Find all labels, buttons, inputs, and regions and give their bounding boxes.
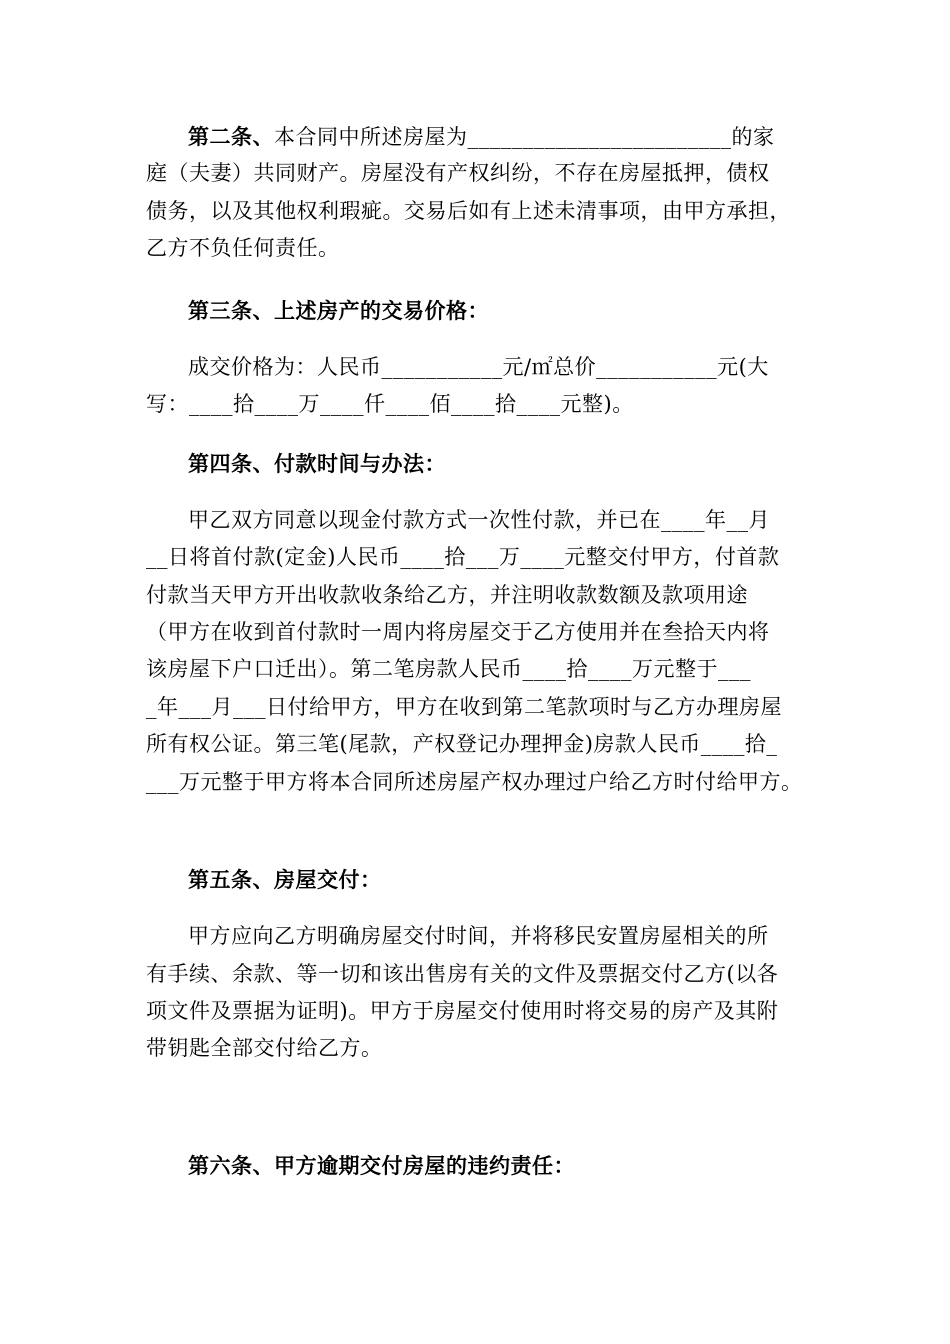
article-2-heading: 第二条、 bbox=[188, 124, 274, 149]
article-6-heading: 第六条、甲方逾期交付房屋的违约责任： bbox=[188, 1153, 575, 1178]
article-5-line-1: 甲方应向乙方明确房屋交付时间，并将移民安置房屋相关的所 bbox=[188, 924, 769, 948]
article-4-line-1: 甲乙双方同意以现金付款方式一次性付款，并已在____年__月 bbox=[188, 508, 770, 532]
article-4-line-4: （甲方在收到首付款时一周内将房屋交于乙方使用并在叁拾天内将 bbox=[146, 620, 770, 644]
article-3-heading: 第三条、上述房产的交易价格： bbox=[188, 298, 489, 323]
article-4-heading: 第四条、付款时间与办法： bbox=[188, 451, 446, 476]
article-2-line-2: 庭（夫妻）共同财产。房屋没有产权纠纷，不存在房屋抵押，债权 bbox=[146, 161, 770, 185]
article-3-line-1: 成交价格为：人民币___________元/㎡总价___________元(大 bbox=[188, 355, 769, 379]
article-5-line-2: 有手续、余款、等一切和该出售房有关的文件及票据交付乙方(以各 bbox=[146, 962, 779, 986]
article-2-line-1: 第二条、本合同中所述房屋为________________________的家 bbox=[188, 124, 775, 149]
article-4-line-2: __日将首付款(定金)人民币____拾___万____元整交付甲方，付首款 bbox=[146, 545, 780, 569]
article-4-line-7: 所有权公证。第三笔(尾款，产权登记办理押金)房款人民币____拾_ bbox=[146, 732, 778, 756]
article-5-line-3: 项文件及票据为证明)。甲方于房屋交付使用时将交易的房产及其附 bbox=[146, 999, 779, 1023]
article-4-line-6: _年___月___日付给甲方，甲方在收到第二笔款项时与乙方办理房屋 bbox=[146, 695, 782, 719]
article-5-heading: 第五条、房屋交付： bbox=[188, 867, 382, 892]
article-4-line-8: ___万元整于甲方将本合同所述房屋产权办理过户给乙方时付给甲方。 bbox=[146, 770, 803, 794]
article-3-line-2: 写：____拾____万____仟____佰____拾____元整)。 bbox=[146, 392, 634, 416]
article-5-line-4: 带钥匙全部交付给乙方。 bbox=[146, 1036, 383, 1060]
article-4-line-5: 该房屋下户口迁出）。第二笔房款人民币____拾____万元整于___ bbox=[146, 657, 751, 681]
article-2-line-3: 债务，以及其他权利瑕疵。交易后如有上述未清事项，由甲方承担， bbox=[146, 199, 791, 223]
article-4-line-3: 付款当天甲方开出收款收条给乙方，并注明收款数额及款项用途 bbox=[146, 583, 748, 607]
article-2-line-4: 乙方不负任何责任。 bbox=[146, 236, 340, 260]
